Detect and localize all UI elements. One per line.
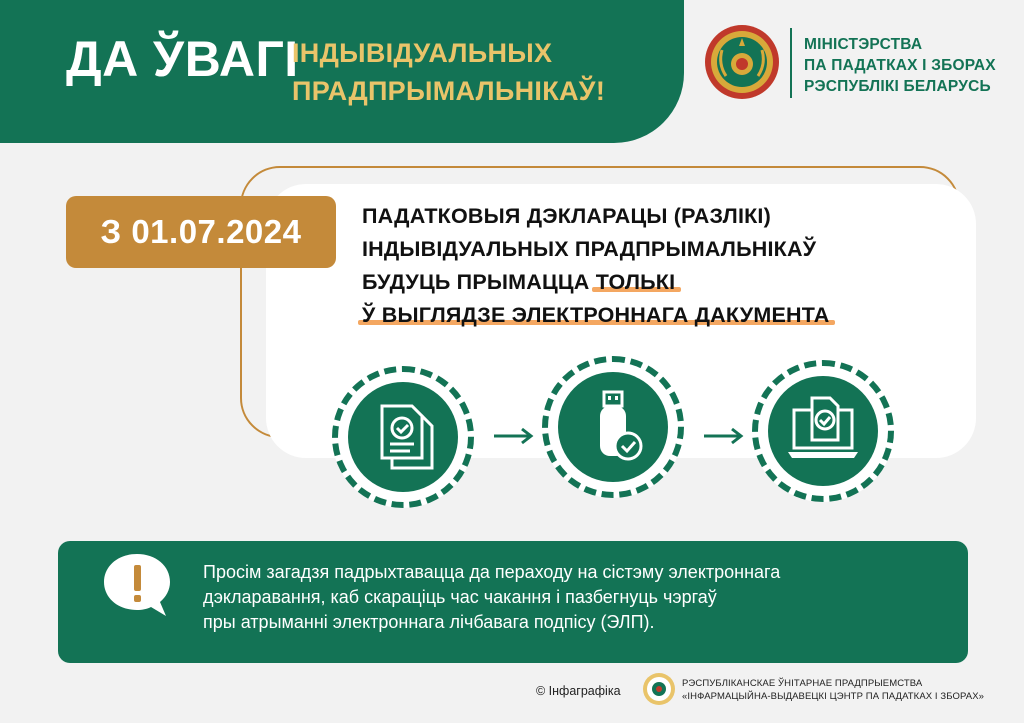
publisher-line2: «ІНФАРМАЦЫЙНА-ВЫДАВЕЦКІ ЦЭНТР ПА ПАДАТКАХ І ЗБОРАХ»: [682, 691, 985, 702]
date-badge: З 01.07.2024: [66, 196, 336, 268]
statement-line3-start: БУДУЦЬ ПРЫМАЦЦА: [362, 270, 596, 294]
step-documents: [332, 366, 474, 508]
publisher-line1: РЭСПУБЛІКАНСКАЕ ЎНІТАРНАЕ ПРАДПРЫЕМСТВА: [682, 678, 923, 689]
statement-line1: ПАДАТКОВЫЯ ДЭКЛАРАЦЫ (РАЗЛІКІ): [362, 204, 771, 228]
notice-line2: дэкларавання, каб скараціць час чакання і пазбегнуць чэргаў: [203, 587, 717, 607]
page-subtitle: [292, 34, 605, 110]
page-title: ДА ЎВАГІ: [66, 31, 299, 87]
ministry-emblem-icon: [704, 24, 780, 100]
statement-line2: ІНДЫВІДУАЛЬНЫХ ПРАДПРЫМАЛЬНІКАЎ: [362, 237, 817, 261]
ministry-name-line2: ПА ПАДАТКАХ І ЗБОРАХ: [804, 57, 996, 74]
copyright-text: © Інфаграфіка: [536, 684, 621, 698]
ministry-name-line3: РЭСПУБЛІКІ БЕЛАРУСЬ: [804, 78, 991, 95]
step-laptop-circle: [768, 376, 878, 486]
ministry-name-line1: МІНІСТЭРСТВА: [804, 36, 923, 53]
statement-line4-highlight: Ў ВЫГЛЯДЗЕ ЭЛЕКТРОННАГА ДАКУМЕНТА: [362, 303, 830, 327]
usb-key-check-icon: [558, 372, 668, 482]
notice-line1: Просім загадзя падрыхтавацца да пераходу на сістэму электроннага: [203, 562, 781, 582]
arrow-right-icon: [492, 426, 536, 446]
step-documents-circle: [348, 382, 458, 492]
statement-line4: [362, 299, 829, 332]
statement-line3: [362, 266, 829, 299]
laptop-document-check-icon: [768, 376, 878, 486]
arrow-right-icon: [702, 426, 746, 446]
notice-text: [203, 560, 780, 635]
page-subtitle-line1: ІНДЫВІДУАЛЬНЫХ: [292, 38, 553, 68]
statement-highlight: ТОЛЬКІ: [595, 270, 676, 294]
exclamation-speech-bubble-icon: [100, 550, 174, 622]
declaration-statement: [362, 200, 829, 332]
step-laptop: [752, 360, 894, 502]
ministry-divider: [790, 28, 792, 98]
publisher-logo-icon: [642, 672, 676, 706]
page-subtitle-line2: ПРАДПРЫМАЛЬНІКАЎ!: [292, 76, 606, 106]
documents-check-icon: [348, 382, 458, 492]
ministry-name: [804, 34, 996, 97]
publisher-name: [682, 677, 984, 703]
step-usb-key-circle: [558, 372, 668, 482]
notice-line3: пры атрыманні электроннага лічбавага подпісу (ЭЛП).: [203, 612, 655, 632]
step-usb-key: [542, 356, 684, 498]
